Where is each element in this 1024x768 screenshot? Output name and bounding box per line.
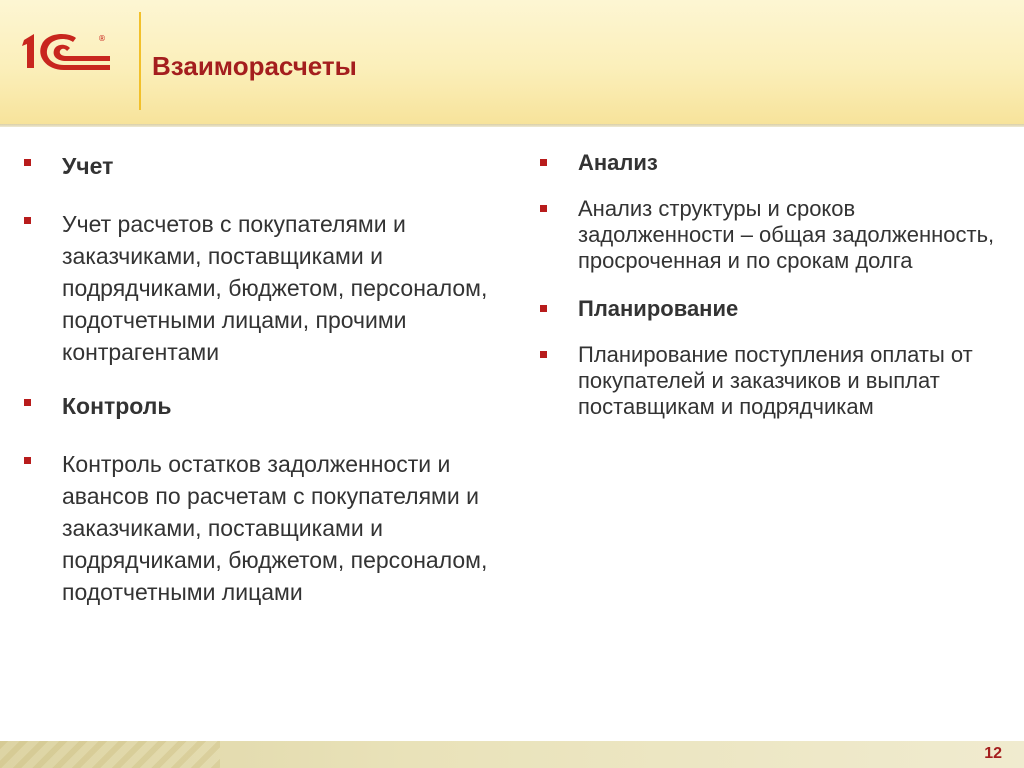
bullet-item: Планирование поступления оплаты от покупателей и заказчиков и выплат поставщикам и подрядчикам: [540, 342, 1010, 420]
registered-mark: ®: [98, 34, 106, 43]
slide-title: Взаиморасчеты: [152, 51, 357, 81]
1c-logo: [18, 30, 118, 74]
left-column: [24, 150, 494, 630]
square-bullet-icon: [540, 159, 547, 166]
square-bullet-icon: [24, 457, 31, 464]
slide-footer: [0, 741, 1024, 768]
bullet-item-heading: Планирование: [540, 296, 1010, 322]
square-bullet-icon: [540, 351, 547, 358]
bullet-item: Учет расчетов с покупателями и заказчиками, поставщиками и подрядчиками, бюджетом, персоналом, подотчетными лицами, прочими контрагентами: [24, 208, 494, 368]
right-column: [540, 150, 1010, 442]
square-bullet-icon: [24, 399, 31, 406]
square-bullet-icon: [24, 217, 31, 224]
bullet-item: Контроль остатков задолженности и авансов по расчетам с покупателями и заказчиками, поставщиками и подрядчиками, бюджетом, персоналом, подотчетными лицами: [24, 448, 494, 608]
title-divider: [139, 12, 141, 110]
footer-decoration: [0, 741, 220, 768]
bullet-item-heading: Контроль: [24, 390, 494, 422]
bullet-item: Анализ структуры и сроков задолженности – общая задолженность, просроченная и по срокам долга: [540, 196, 1010, 274]
header-divider: [0, 124, 1024, 127]
square-bullet-icon: [540, 205, 547, 212]
page-number: 12: [984, 745, 1002, 762]
square-bullet-icon: [540, 305, 547, 312]
bullet-item-heading: Анализ: [540, 150, 1010, 176]
bullet-item-heading: Учет: [24, 150, 494, 182]
square-bullet-icon: [24, 159, 31, 166]
